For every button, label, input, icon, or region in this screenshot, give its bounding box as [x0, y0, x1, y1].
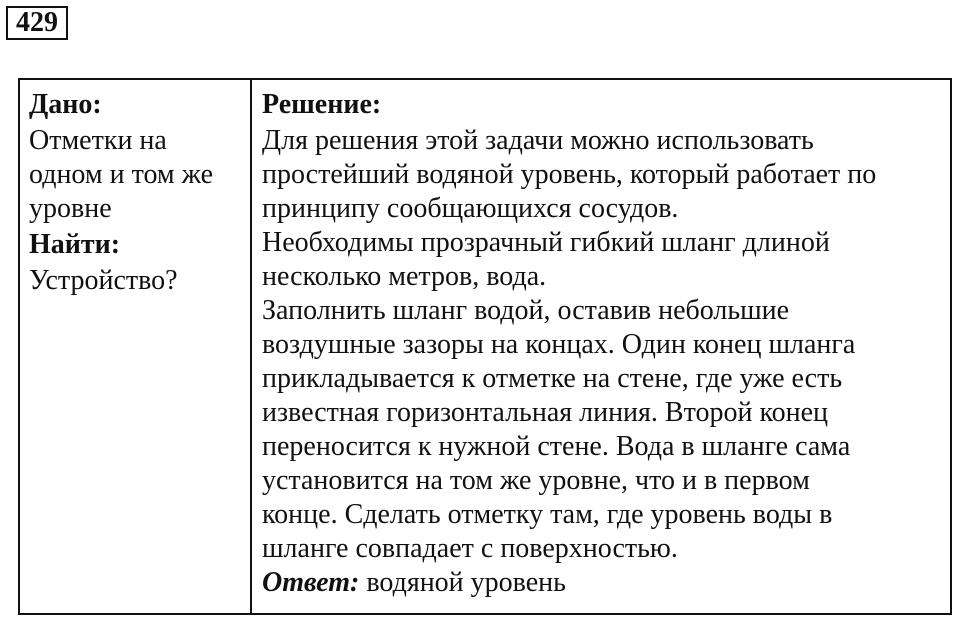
find-text — [29, 264, 250, 298]
solution-line: переносится к нужной стене. Вода в шланге сама — [262, 431, 851, 462]
answer-line — [262, 566, 950, 600]
find-line: Устройство? — [29, 265, 178, 296]
given-column — [20, 80, 252, 613]
find-heading: Найти: — [29, 229, 121, 260]
given-line: Отметки на — [29, 125, 167, 156]
given-line: уровне — [29, 193, 112, 224]
given-heading: Дано: — [29, 89, 102, 120]
answer-text: водяной уровень — [359, 567, 566, 598]
given-line: одном и том же — [29, 159, 214, 190]
solution-line: шланге совпадает с поверхностью. — [262, 533, 678, 564]
given-text — [29, 124, 250, 226]
solution-line: принципу сообщающихся сосудов. — [262, 193, 679, 224]
solution-line: простейший водяной уровень, который работает по — [262, 159, 877, 190]
problem-number: 429 — [6, 6, 68, 40]
solution-column — [252, 80, 950, 613]
solution-text — [262, 124, 950, 600]
solution-line: Заполнить шланг водой, оставив небольшие — [262, 295, 790, 326]
solution-line: конце. Сделать отметку там, где уровень воды в — [262, 499, 833, 530]
solution-line: известная горизонтальная линия. Второй конец — [262, 397, 829, 428]
solution-heading: Решение: — [262, 89, 382, 120]
solution-line: Необходимы прозрачный гибкий шланг длиной — [262, 227, 830, 258]
solution-line: Для решения этой задачи можно использовать — [262, 125, 814, 156]
solution-line: установится на том же уровне, что и в первом — [262, 465, 810, 496]
solution-line: несколько метров, вода. — [262, 261, 547, 292]
solution-line: воздушные зазоры на концах. Один конец шланга — [262, 329, 856, 360]
answer-label: Ответ: — [262, 567, 360, 598]
solution-table — [18, 78, 952, 615]
solution-line: прикладывается к отметке на стене, где уже есть — [262, 363, 843, 394]
